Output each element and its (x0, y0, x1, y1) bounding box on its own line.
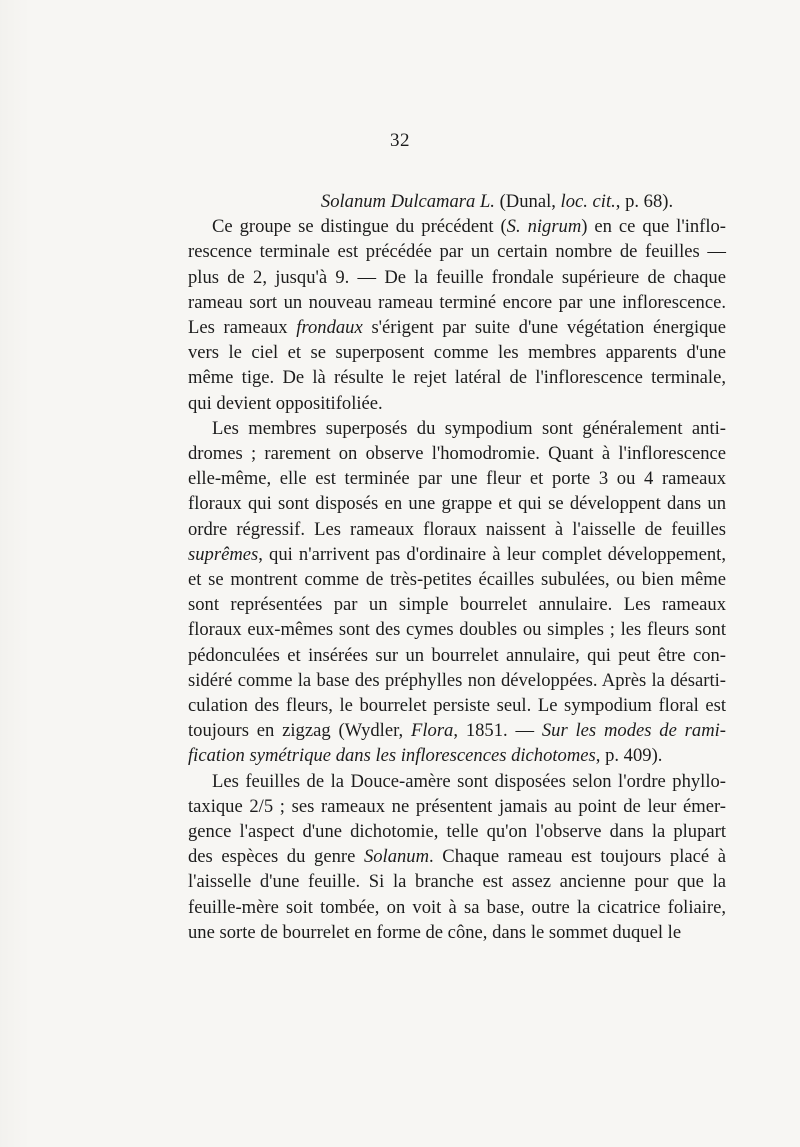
text-line (188, 365, 726, 390)
text-line (188, 743, 726, 768)
text-line (188, 819, 726, 844)
text-run: culation des fleurs, le bourrelet persiste seul. Le sympodium floral est (188, 695, 726, 717)
text-line (188, 567, 726, 592)
italic-run: Sur les modes de rami- (541, 720, 726, 742)
text-run: elle-même, elle est terminée par une fleur et porte 3 ou 4 rameaux (188, 468, 726, 490)
text-line (188, 794, 726, 819)
text-run: feuille-mère soit tombée, on voit à sa base, outre la cicatrice foliaire, (188, 896, 726, 918)
text-run: Les membres superposés du sympodium sont généralement anti- (212, 417, 726, 439)
text-run: même tige. De là résulte le rejet latéral de l'inflorescence terminale, (188, 367, 726, 389)
italic-run: fication symétrique dans les inflorescences dichotomes (188, 745, 596, 767)
text-run: sont représentées par un simple bourrelet annulaire. Les rameaux (188, 594, 726, 616)
text-run: rescence terminale est précédée par un certain nombre de feuilles — (188, 241, 726, 263)
italic-run: S. nigrum (506, 216, 582, 238)
italic-run: Flora (411, 720, 454, 742)
text-line (188, 769, 726, 794)
text-run: des espèces du genre (188, 846, 364, 868)
text-run: Les rameaux (188, 317, 297, 339)
text-line (188, 869, 726, 894)
text-line (188, 592, 726, 617)
section-title (188, 189, 726, 214)
citation-close: , p. 68). (615, 191, 674, 212)
italic-run: frondaux (296, 317, 363, 339)
text-line (188, 491, 726, 516)
text-line (188, 391, 726, 416)
species-name: Solanum Dulcamara L. (320, 191, 495, 212)
text-run: , qui n'arrivent pas d'ordinaire à leur complet développement, (258, 543, 726, 565)
text-run: toujours en zigzag (Wydler, (188, 720, 411, 742)
citation-loc-cit: loc. cit. (560, 191, 616, 212)
text-line (188, 844, 726, 869)
text-run: taxique 2/5 ; ses rameaux ne présentent jamais au point de leur émer- (188, 795, 726, 817)
text-line (188, 920, 726, 945)
body-text (188, 189, 726, 945)
text-line (188, 643, 726, 668)
citation-open: (Dunal, (494, 191, 561, 212)
text-line (188, 895, 726, 920)
text-line (188, 239, 726, 264)
text-run: et se montrent comme de très-petites écailles subulées, ou bien même (188, 569, 726, 591)
text-run: , p. 409). (595, 745, 663, 767)
text-run: , 1851. — (453, 720, 542, 742)
text-run: Ce groupe se distingue du précédent ( (212, 216, 507, 238)
text-line (188, 718, 726, 743)
text-line (188, 517, 726, 542)
text-run: vers le ciel et se superposent comme les membres apparents d'une (188, 342, 726, 364)
text-run: dromes ; rarement on observe l'homodromie. Quant à l'inflorescence (188, 443, 726, 465)
text-run: . Chaque rameau est toujours placé à (429, 846, 727, 868)
paragraph-3 (188, 769, 726, 945)
text-run: ordre régressif. Les rameaux floraux naissent à l'aisselle de feuilles (188, 518, 726, 540)
text-run: rameau sort un nouveau rameau terminé encore par une inflorescence. (188, 291, 726, 313)
text-run: l'aisselle d'une feuille. Si la branche est assez ancienne pour que la (188, 871, 726, 893)
text-line (188, 542, 726, 567)
text-run: ) en ce que l'inflo- (581, 216, 726, 238)
text-run: s'érigent par suite d'une végétation énergique (362, 317, 726, 339)
text-run: gence l'aspect d'une dichotomie, telle qu'on l'observe dans la plupart (188, 821, 726, 843)
text-line (188, 315, 726, 340)
text-line (188, 466, 726, 491)
page-number: 32 (390, 130, 410, 151)
paragraphs (188, 214, 726, 945)
text-line (188, 668, 726, 693)
text-run: plus de 2, jusqu'à 9. — De la feuille frondale supérieure de chaque (188, 266, 726, 288)
italic-run: Solanum (363, 846, 430, 868)
text-line (188, 290, 726, 315)
text-run: floraux eux-mêmes sont des cymes doubles ou simples ; les fleurs sont (188, 619, 726, 641)
text-run: floraux qui sont disposés en une grappe et qui se développent dans un (188, 493, 726, 515)
paragraph-2 (188, 416, 726, 769)
text-run: une sorte de bourrelet en forme de cône, dans le sommet duquel le (188, 921, 682, 943)
text-line (188, 214, 726, 239)
text-line (188, 693, 726, 718)
italic-run: suprêmes (188, 543, 259, 565)
text-line (188, 340, 726, 365)
text-line (188, 617, 726, 642)
paragraph-1 (188, 214, 726, 416)
text-run: sidéré comme la base des préphylles non développées. Après la désarti- (188, 669, 726, 691)
text-run: qui devient oppositifoliée. (188, 392, 383, 414)
text-run: pédonculées et insérées sur un bourrelet annulaire, qui peut être con- (188, 644, 726, 666)
text-line (188, 265, 726, 290)
text-line (188, 441, 726, 466)
text-line (188, 416, 726, 441)
text-run: Les feuilles de la Douce-amère sont disposées selon l'ordre phyllo- (212, 770, 726, 792)
